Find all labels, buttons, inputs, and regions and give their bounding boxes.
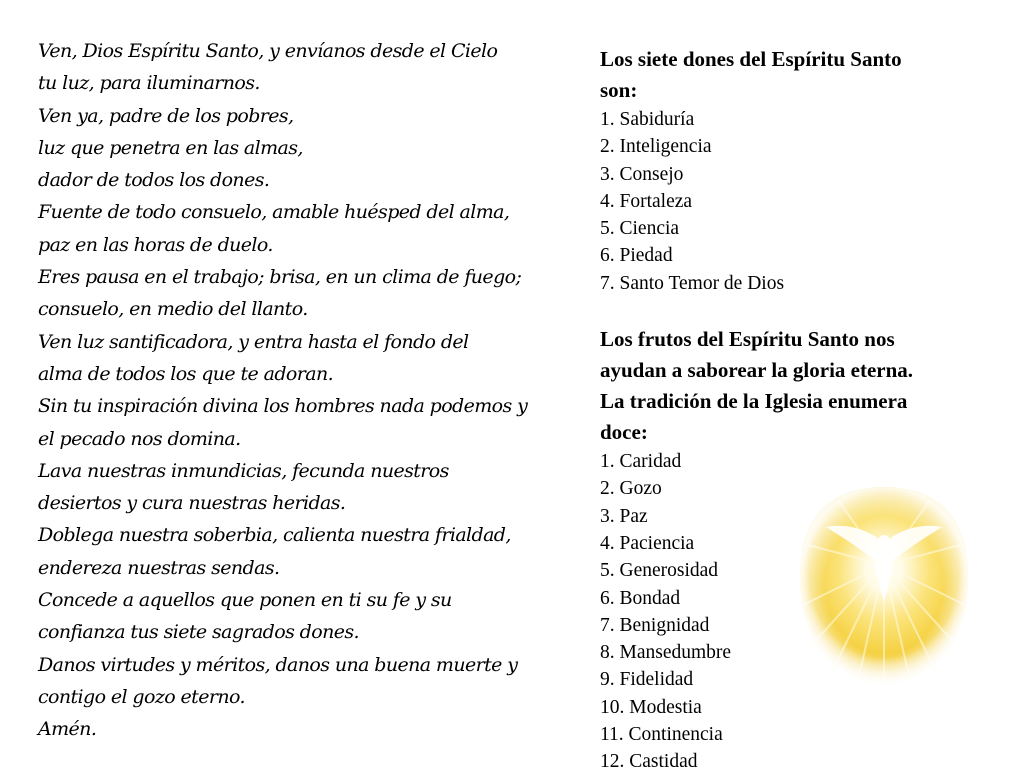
prayer-line: luz que penetra en las almas,	[38, 136, 303, 159]
prayer-line: Amén.	[38, 718, 97, 741]
list-item: 3. Paz	[600, 505, 648, 527]
list-item: 1. Caridad	[600, 451, 682, 473]
list-item: 4. Paciencia	[600, 532, 695, 554]
list-item: 5. Generosidad	[600, 560, 719, 582]
prayer-line: desiertos y cura nuestras heridas.	[38, 492, 346, 515]
prayer-line: Sin tu inspiración divina los hombres nada podemos y	[38, 395, 528, 418]
list-item: 6. Bondad	[600, 587, 681, 609]
list-item: 2. Gozo	[600, 478, 662, 500]
prayer-line: endereza nuestras sendas.	[38, 556, 280, 579]
list-item: 7. Benignidad	[600, 614, 710, 636]
prayer-line: el pecado nos domina.	[38, 427, 241, 450]
frutos-heading-line: Los frutos del Espíritu Santo nos	[600, 327, 895, 352]
prayer-line: Concede a aquellos que ponen en ti su fe y su	[38, 589, 452, 612]
prayer-line: Ven ya, padre de los pobres,	[38, 104, 294, 127]
prayer-line: confianza tus siete sagrados dones.	[38, 621, 359, 644]
prayer-line: Doblega nuestra soberbia, calienta nuestra frialdad,	[38, 524, 511, 547]
prayer-line: Eres pausa en el trabajo; brisa, en un clima de fuego;	[38, 266, 522, 289]
prayer-line: dador de todos los dones.	[38, 169, 270, 192]
list-item: 6. Piedad	[600, 245, 673, 267]
dove-icon	[798, 485, 970, 685]
prayer-line: tu luz, para iluminarnos.	[38, 72, 260, 95]
dones-list	[600, 106, 1010, 297]
prayer-line: contigo el gozo eterno.	[38, 685, 245, 708]
prayer-line: Ven, Dios Espíritu Santo, y envíanos desde el Cielo	[38, 40, 498, 62]
list-item: 8. Mansedumbre	[600, 642, 732, 664]
prayer-line: paz en las horas de duelo.	[38, 233, 273, 256]
list-item: 3. Consejo	[600, 163, 684, 185]
prayer-line: consuelo, en medio del llanto.	[38, 298, 308, 321]
frutos-heading-line: La tradición de la Iglesia enumera	[600, 389, 908, 414]
prayer-line: Danos virtudes y méritos, danos una buena muerte y	[38, 653, 518, 676]
frutos-heading	[600, 324, 1010, 448]
dones-heading	[600, 44, 1010, 106]
prayer-line: Ven luz santificadora, y entra hasta el fondo del	[38, 330, 469, 353]
list-item: 12. Castidad	[600, 751, 698, 768]
list-item: 9. Fidelidad	[600, 669, 694, 691]
list-item: 10. Modestia	[600, 696, 702, 718]
dones-heading-line: son:	[600, 78, 638, 102]
list-item: 7. Santo Temor de Dios	[600, 272, 785, 294]
prayer-line: Fuente de todo consuelo, amable huésped del alma,	[38, 201, 510, 224]
dones-heading-line: Los siete dones del Espíritu Santo	[600, 47, 902, 71]
prayer-text	[38, 35, 558, 746]
prayer-line: Lava nuestras inmundicias, fecunda nuestros	[38, 459, 449, 482]
frutos-heading-line: doce:	[600, 420, 648, 445]
frutos-heading-line: ayudan a saborear la gloria eterna.	[600, 358, 914, 383]
list-item: 5. Ciencia	[600, 218, 680, 240]
list-item: 1. Sabiduría	[600, 109, 695, 130]
prayer-line: alma de todos los que te adoran.	[38, 362, 334, 385]
list-item: 2. Inteligencia	[600, 136, 712, 158]
list-item: 4. Fortaleza	[600, 190, 693, 212]
list-item: 11. Continencia	[600, 724, 723, 746]
dones-section	[600, 44, 1010, 297]
section-spacer	[600, 297, 1010, 324]
